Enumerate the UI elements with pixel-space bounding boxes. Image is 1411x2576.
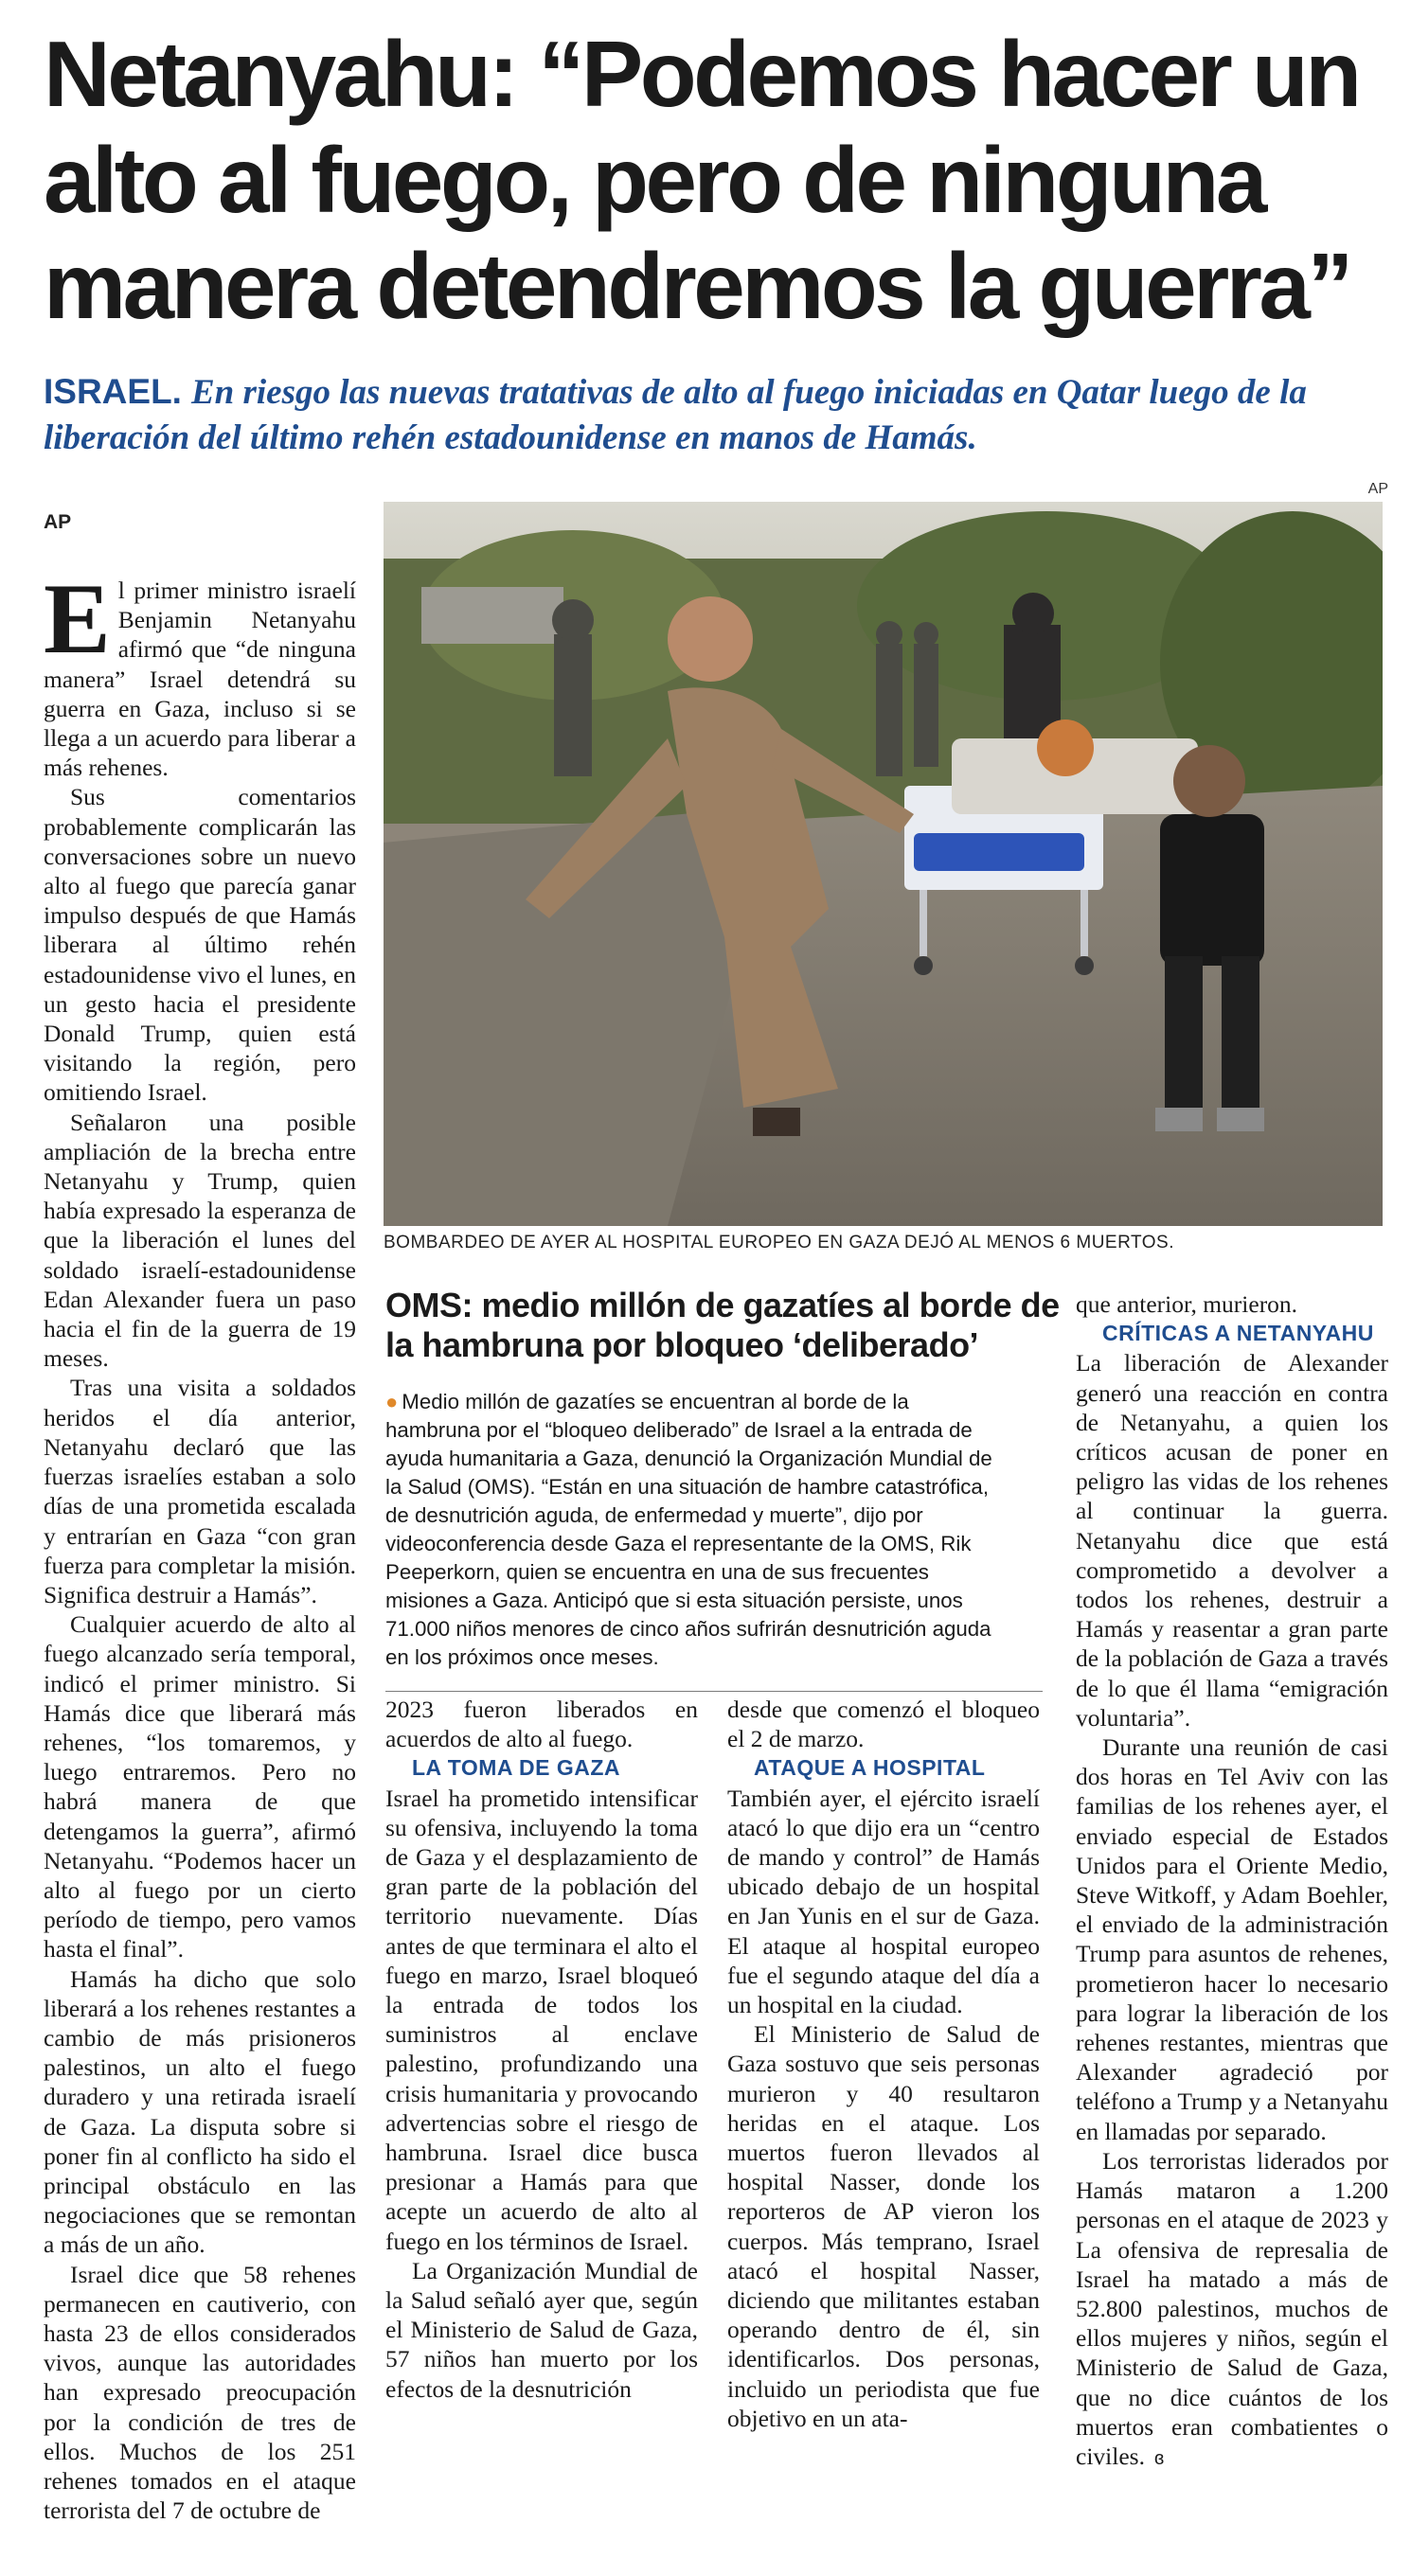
deck-text: En riesgo las nuevas tratativas de alto al fuego iniciadas en Qatar luego de la liberación del último rehén estadounidense en manos de Hamás. xyxy=(44,373,1307,457)
article-column-4 xyxy=(1076,1289,1388,2474)
drop-cap: E xyxy=(44,563,111,674)
article-paragraph xyxy=(44,563,356,782)
news-photo xyxy=(384,502,1383,1226)
article-paragraph: Hamás ha dicho que solo liberará a los rehenes restantes a cambio de más prisioneros palestinos, un alto el fuego duradero y una retirada israelí de Gaza. La disputa sobre si poner fin al conflicto ha sido el principal obstáculo en las negociaciones que se remontan a más de un año. xyxy=(44,1964,356,2259)
article-text: l primer ministro israelí Benjamin Netanyahu afirmó que “de ninguna manera” Israel detendrá su guerra en Gaza, incluso si se llega a un acuerdo para liberar a más rehenes. xyxy=(44,577,356,782)
article-paragraph: Tras una visita a soldados heridos el día anterior, Netanyahu declaró que las fuerzas israelíes estaban a solo días de una prometida escalada y entrarían en Gaza “con gran fuerza para completar la misión. Significa destruir a Hamás”. xyxy=(44,1374,356,1608)
article-paragraph: Cualquier acuerdo de alto al fuego alcanzado sería temporal, indicó el primer ministro. Si Hamás dice que liberará más rehenes, “los tomaremos, y luego entraremos. Pero no habrá manera de que detengamos la guerra”, afirmó Netanyahu. “Podemos hacer un alto al fuego por un cierto período de tiempo, pero vamos hasta el final”. xyxy=(44,1610,356,1963)
photo-credit: AP xyxy=(1367,481,1388,497)
hospital-bed-evacuation-image xyxy=(384,502,1383,1226)
subheading-criticas-a-netanyahu: CRÍTICAS A NETANYAHU xyxy=(1102,1321,1374,1346)
subheading-ataque-a-hospital: ATAQUE A HOSPITAL xyxy=(754,1755,986,1781)
bullet-icon: ● xyxy=(385,1390,399,1413)
sidebar-headline: OMS: medio millón de gazatíes al borde de la hambruna por bloqueo ‘deliberado’ xyxy=(385,1286,1060,1364)
headline: Netanyahu: “Podemos hacer un alto al fuego, pero de ninguna manera detendremos la guerra” xyxy=(44,22,1359,338)
article-paragraph: Durante una reunión de casi dos horas en Tel Aviv con las familias de los rehenes ayer, el enviado especial de Estados Unidos para el Oriente Medio, Steve Witkoff, y Adam Boehler, el enviado de la administración Trump para asuntos de rehenes, prometieron hacer lo necesario para lograr la liberación de los rehenes restantes, mientras que Alexander agradeció por teléfono a Trump y a Netanyahu en llamadas por separado. xyxy=(1076,1733,1388,2145)
article-column-3 xyxy=(727,1695,1040,2433)
article-paragraph: Israel dice que 58 rehenes permanecen en cautiverio, con hasta 23 de ellos considerados vivos, aunque las autoridades han expresado preocupación por la condición de tres de ellos. Muchos de los 251 rehenes tomados en el ataque terrorista del 7 de octubre de xyxy=(44,2260,356,2525)
article-paragraph: También ayer, el ejército israelí atacó lo que dijo era un “centro de mando y control” de Hamás ubicado debajo de un hospital en Jan Yunis en el sur de Gaza. El ataque al hospital europeo fue el segundo ataque del día a un hospital en la ciudad. xyxy=(727,1784,1040,2019)
article-paragraph: La Organización Mundial de la Salud señaló ayer que, según el Ministerio de Salud de Gaza, 57 niños han muerto por los efectos de la desnutrición xyxy=(385,2256,698,2403)
article-column-2 xyxy=(385,1695,698,2404)
subheading-la-toma-de-gaza: LA TOMA DE GAZA xyxy=(412,1755,621,1781)
article-paragraph: que anterior, murieron. xyxy=(1076,1290,1298,1318)
sidebar-text xyxy=(385,1388,1006,1672)
article-column-1 xyxy=(44,563,356,2525)
article-paragraph: 2023 fueron liberados en acuerdos de alto al fuego. xyxy=(385,1696,698,1753)
article-paragraph: desde que comenzó el bloqueo el 2 de marzo. xyxy=(727,1696,1040,1753)
deck-kicker: ISRAEL. xyxy=(44,372,182,411)
article-paragraph: Señalaron una posible ampliación de la brecha entre Netanyahu y Trump, quien había expresado la esperanza de que la liberación el lunes del soldado israelí-estadounidense Edan Alexander fuera un paso hacia el fin de la guerra de 19 meses. xyxy=(44,1108,356,1373)
end-mark-icon: ɞ xyxy=(1153,2447,1165,2469)
deck xyxy=(44,369,1369,461)
sidebar-body: Medio millón de gazatíes se encuentran al borde de la hambruna por el “bloqueo deliberado” de Israel a la entrada de ayuda humanitaria a Gaza, denunció la Organización Mundial de la Salud (OMS). “Están en una situación de hambre catastrófica, de desnutrición aguda, de enfermedad y muerte”, dijo por videoconferencia desde Gaza el representante de la OMS, Rik Peeperkorn, quien se encuentra en una de sus frecuentes misiones a Gaza. Anticipó que si esta situación persiste, unos 71.000 niños menores de cinco años sufrirán desnutrición aguda en los próximos once meses. xyxy=(385,1390,992,1669)
article-paragraph: El Ministerio de Salud de Gaza sostuvo que seis personas murieron y 40 resultaron heridas en el ataque. Los muertos fueron llevados al hospital Nasser, donde los reporteros de AP vieron los cuerpos. Más temprano, Israel atacó el hospital Nasser, diciendo que militantes estaban operando dentro de él, sin identificarlos. Dos personas, incluido un periodista que fue objetivo en un ata- xyxy=(727,2020,1040,2432)
byline: AP xyxy=(44,511,72,533)
article-paragraph: Sus comentarios probablemente complicarán las conversaciones sobre un nuevo alto al fuego que parecía ganar impulso después de que Hamás liberara al último rehén estadounidense vivo el lunes, en un gesto hacia el presidente Donald Trump, quien está visitando la región, pero omitiendo Israel. xyxy=(44,783,356,1107)
sidebar-divider xyxy=(385,1691,1043,1692)
article-paragraph: La liberación de Alexander generó una reacción en contra de Netanyahu, a quien los críticos acusan de poner en peligro las vidas de los rehenes al continuar la guerra. Netanyahu dice que está comprometido a devolver a todos los rehenes, destruir a Hamás y reasentar a gran parte de la población de Gaza a través de lo que él llama “emigración voluntaria”. xyxy=(1076,1349,1388,1732)
article-text: Los terroristas liderados por Hamás mataron a 1.200 personas en el ataque de 2023 y La ofensiva de represalia de Israel ha matado a más de 52.800 palestinos, muchos de ellos mujeres y niños, según el Ministerio de Salud de Gaza, que no dice cuántos de los muertos eran combatientes o civiles. xyxy=(1076,2146,1388,2470)
article-paragraph xyxy=(1076,2146,1388,2474)
photo-caption: BOMBARDEO DE AYER AL HOSPITAL EUROPEO EN GAZA DEJÓ AL MENOS 6 MUERTOS. xyxy=(384,1233,1174,1252)
article-paragraph: Israel ha prometido intensificar su ofensiva, incluyendo la toma de Gaza y el desplazamiento de gran parte de la población del territorio nuevamente. Días antes de que terminara el alto el fuego en marzo, Israel bloqueó la entrada de todos los suministros al enclave palestino, profundizando una crisis humanitaria y provocando advertencias sobre el riesgo de hambruna. Israel dice busca presionar a Hamás para que acepte un acuerdo de alto al fuego en los términos de Israel. xyxy=(385,1784,698,2255)
